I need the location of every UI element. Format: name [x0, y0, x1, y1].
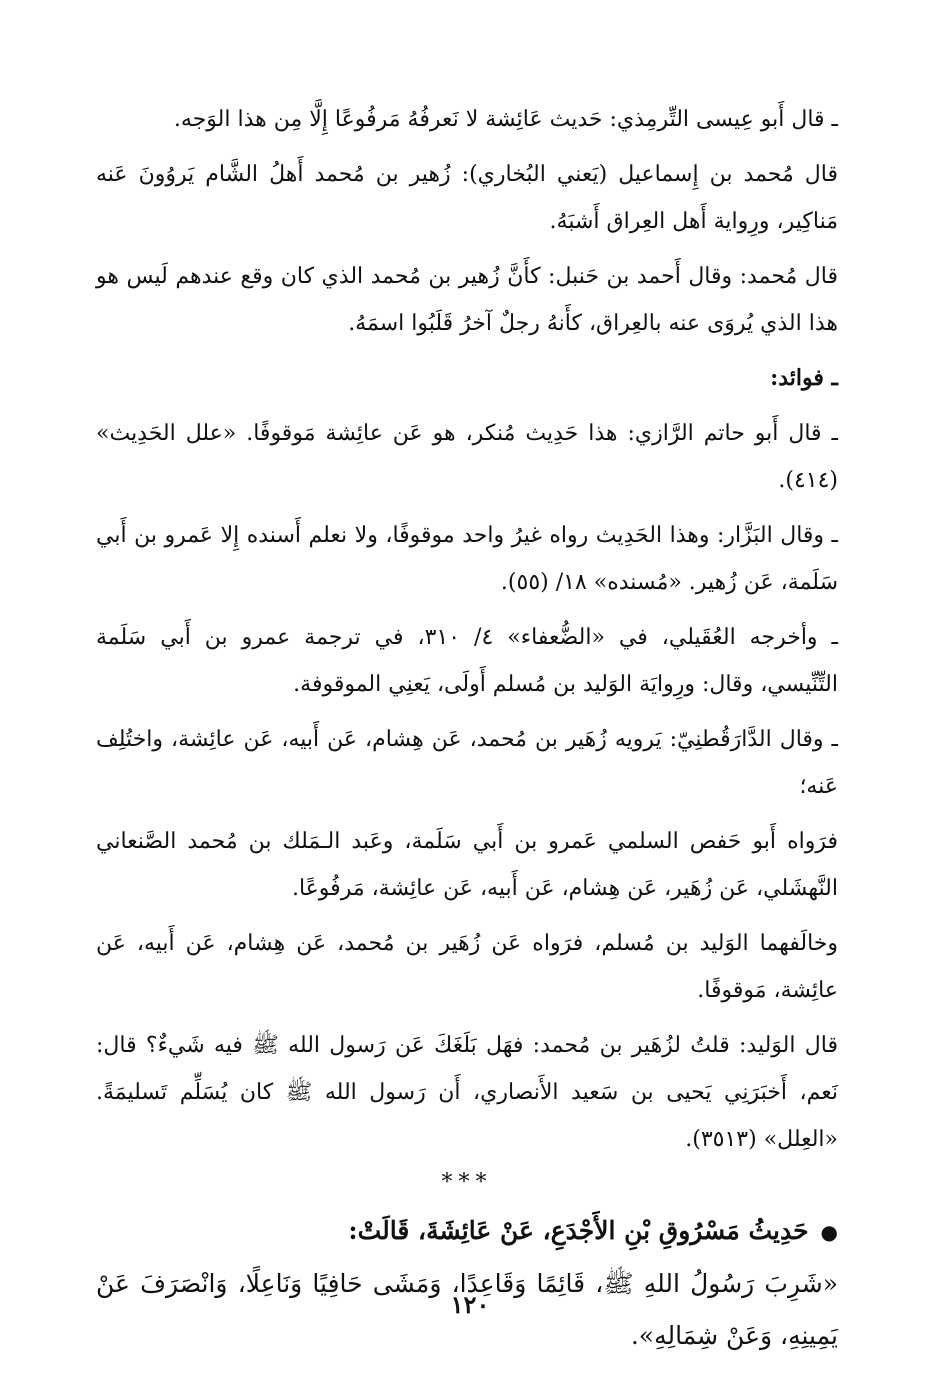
ahmad-statement: قال مُحمد: وقال أَحمد بن حَنبل: كأَنَّ زُهير بن مُحمد الذي كان وقع عندهم لَيس هو هذا الذي يُروَى عنه بالعِراق، كأَنهُ رجلٌ آخرُ قَلَبُوا اسمَهُ.: [96, 264, 838, 336]
daraqutni-statement: ـ وقال الدَّارَقُطنِيّ: يَرويه زُهَير بن مُحمد، عَن هِشام، عَن أَبيه، عَن عائِشة، واختُلِف عَنه؛: [96, 727, 838, 799]
bazzar-statement: ـ وقال البَزَّار: وهذا الحَدِيث رواه غيرُ واحد موقوفًا، ولا نعلم أَسنده إِلا عَمرو بن أَبي سَلَمة، عَن زُهير. «مُسنده» ١٨/ (٥٥).: [96, 523, 838, 595]
page-number: ١٢٠: [450, 1290, 490, 1319]
marfu-narration-paragraph: فرَواه أَبو حَفص السلمي عَمرو بن أَبي سَلَمة، وعَبد الـمَلك بن مُحمد الصَّنعاني النَّهشَلي، عَن زُهَير، عَن هِشام، عَن أَبيه، عَن عائِشة، مَرفُوعًا.: [96, 829, 838, 901]
tirmidhi-statement: ـ قال أَبو عِيسى التِّرمِذي: حَديث عَائِشة لا نَعرفُهُ مَرفُوعًا إِلَّا مِن هذا الوَجه.: [173, 107, 838, 132]
hadith-intro-text: حَدِيثُ مَسْرُوقِ بْنِ الأَجْدَعِ، عَنْ عَائِشَةَ، قَالَتْ:: [348, 1216, 809, 1245]
benefits-heading: ـ فوائد:: [770, 365, 838, 391]
abu-hatim-statement: ـ قال أَبو حاتم الرَّازي: هذا حَدِيث مُنكر، هو عَن عائِشة مَوقوفًا. «علل الحَدِيث» (٤١٤).: [96, 421, 838, 493]
mawquf-narration-paragraph: وخالَفهما الوَليد بن مُسلم، فرَواه عَن زُهَير بن مُحمد، عَن هِشام، عَن أَبيه، عَن عائِشة، مَوقوفًا.: [96, 931, 838, 1003]
bukhari-statement: قال مُحمد بن إِسماعيل (يَعني البُخاري): زُهير بن مُحمد أَهلُ الشَّام يَروُونَ عَنه مَناكِير، ورِواية أَهل العِراق أَشبَهُ.: [96, 162, 838, 234]
section-separator: ***: [441, 1170, 493, 1195]
bullet-icon: ●: [820, 1220, 838, 1244]
uqayli-statement: ـ وأخرجه العُقَيلي، في «الضُّعفاء» ٤/ ٣١٠، في ترجمة عمرو بن أَبي سَلَمة التِّنِّيسي، وقال: ورِوايَة الوَليد بن مُسلم أَولَى، يَعنِي الموقوفة.: [96, 625, 838, 697]
hadith-text: «شَرِبَ رَسُولُ اللهِ ﷺ، قَائِمًا وَقَاعِدًا، وَمَشَى حَافِيًا وَنَاعِلًا، وَانْصَرَفَ عَنْ يَمِينِهِ، وَعَنْ شِمَالِهِ».: [96, 1269, 838, 1350]
walid-statement: قال الوَليد: قلتُ لزُهَير بن مُحمد: فهَل بَلَغَكَ عَن رَسول الله ﷺ فيه شَيءٌ؟ قال: نَعم، أَخبَرَنِي يَحيى بن سَعيد الأَنصاري، أَن رَسول الله ﷺ كان يُسَلِّم تَسليمَةً. «العِلل» (٣٥١٣).: [96, 1033, 838, 1152]
hadith-heading: [96, 1205, 838, 1258]
